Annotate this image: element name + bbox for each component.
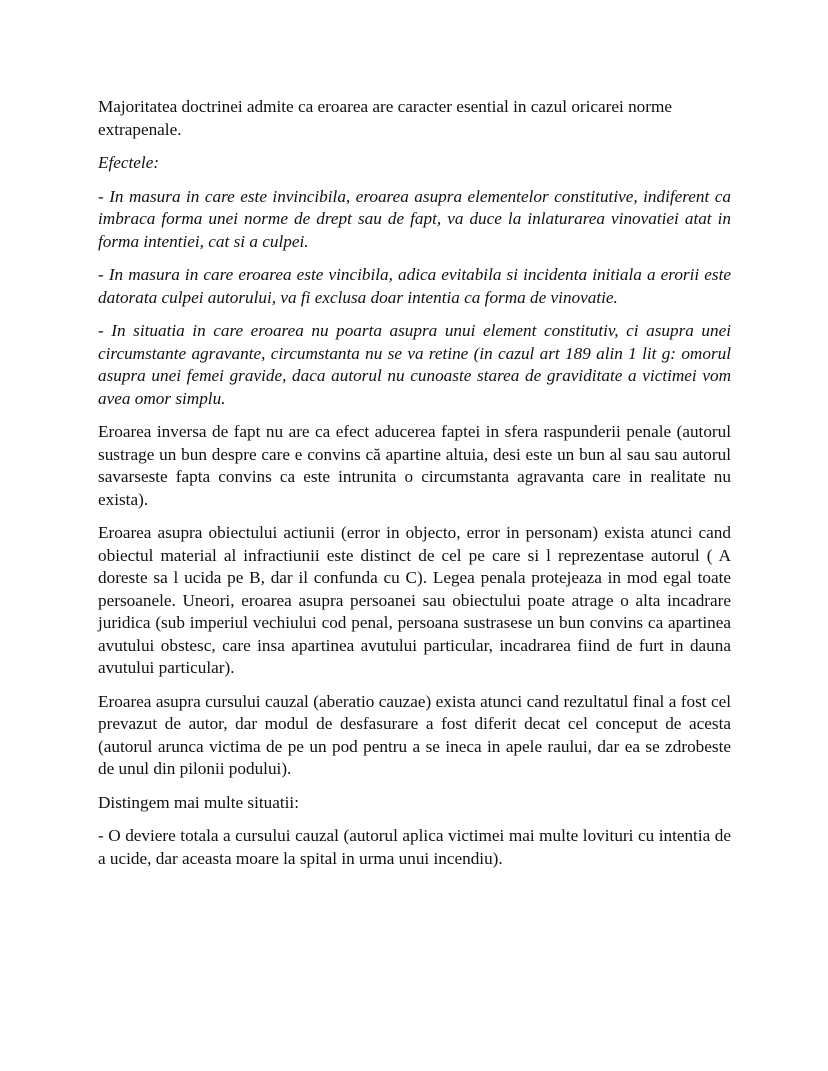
paragraph-total-deviation: - O deviere totala a cursului cauzal (autorul aplica victimei mai multe lovituri cu intentia de a ucide, dar aceasta moare la spital in urma unui incendiu). (98, 826, 731, 868)
paragraph-aggravating-circumstance: - In situatia in care eroarea nu poarta asupra unui element constitutiv, ci asupra unei circumstante agravante, circumstanta nu se va retine (in cazul art 189 alin 1 lit g: omorul asupra unei femei gravide, daca autorul nu cunoaste starea de graviditate a victimei vom avea omor simplu. (98, 321, 731, 408)
paragraph-error-in-objecto: Eroarea asupra obiectului actiunii (error in objecto, error in personam) exista atunci cand obiectul material al infractiunii este distinct de cel pe care si l reprezentase autorul ( A doreste sa l ucida pe B, dar il confunda cu C). Legea penala protejeaza in mod egal toate persoanele. Uneori, eroarea asupra persoanei sau obiectului poate atrage o alta incadrare juridica (sub imperiul vechiului cod penal, persoana sustrasese un bun convins ca apartinea avutului obstesc, care insa apartinea avutului particular, incadrarea fiind de furt in dauna avutului particular). (98, 523, 731, 677)
paragraph-vincible-error: - In masura in care eroarea este vincibila, adica evitabila si incidenta initiala a erorii este datorata culpei autorului, va fi exclusa doar intentia ca forma de vinovatie. (98, 265, 731, 307)
paragraph-doctrine: Majoritatea doctrinei admite ca eroarea are caracter esential in cazul oricarei norme extrapenale. (98, 97, 673, 139)
paragraph-situations-intro: Distingem mai multe situatii: (98, 792, 299, 812)
heading-effects: Efectele: (98, 153, 160, 172)
paragraph-causal-course: Eroarea asupra cursului cauzal (aberatio cauzae) exista atunci cand rezultatul final a fost cel prevazut de autor, dar modul de desfasurare a fost diferit decat cel conceput de acesta (autorul arunca victima de pe un pod pentru a se ineca in apele raului, dar ea se zdrobeste de unul din pilonii podului). (98, 691, 731, 778)
document-page (98, 96, 731, 881)
paragraph-invincible-error: - In masura in care este invincibila, eroarea asupra elementelor constitutive, indiferent ca imbraca forma unei norme de drept sau de fapt, va duce la inlaturarea vinovatiei atat in forma intentiei, cat si a culpei. (98, 186, 731, 251)
paragraph-inverse-error: Eroarea inversa de fapt nu are ca efect aducerea faptei in sfera raspunderii penale (autorul sustrage un bun despre care e convins că apartine altuia, desi este un bun al sau sau autorul savarseste fapta convins ca este intrunita o circumstanta agravanta care in realitate nu exista). (98, 422, 731, 509)
